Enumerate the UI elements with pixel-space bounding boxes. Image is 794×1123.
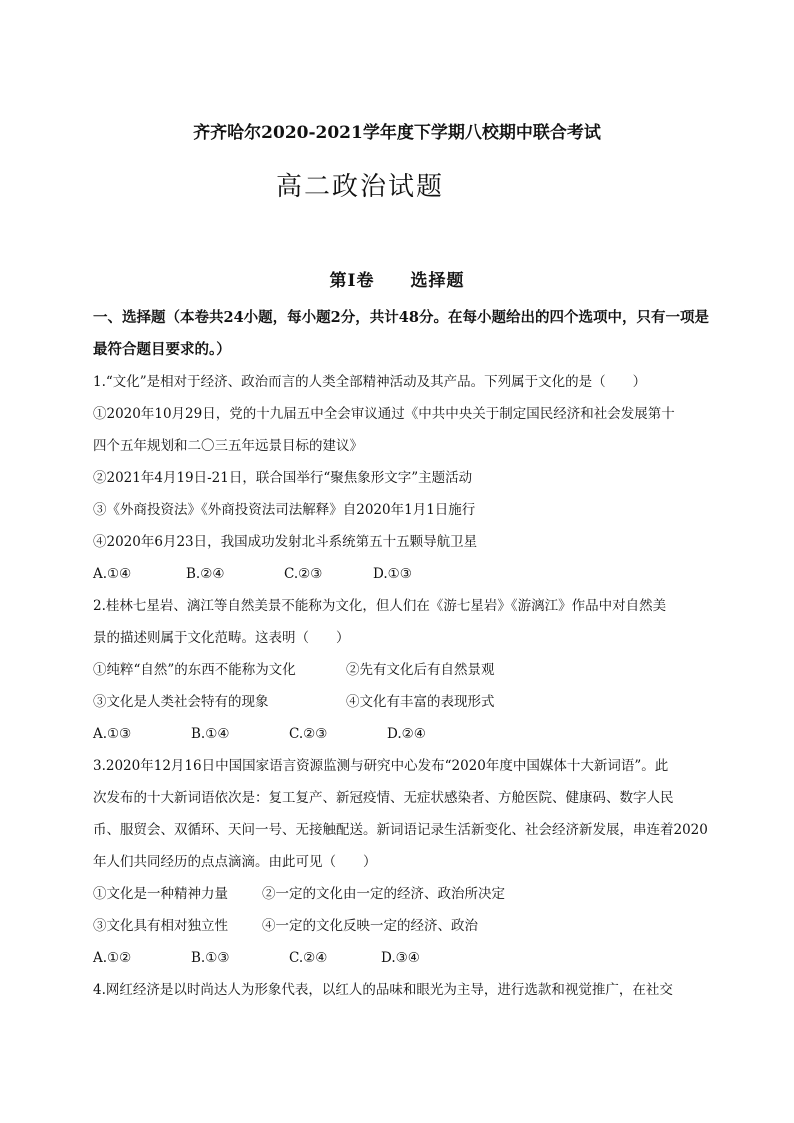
q1-stem: 1.“文化”是相对于经济、政治而言的人类全部精神活动及其产品。下列属于文化的是（ ） [93,374,647,390]
q1-option-a: A.①④ [93,566,132,582]
subject-title: 高二政治试题 [275,172,444,202]
q1-statement-3: ③《外商投资法》《外商投资法司法解释》自2020年1月1日施行 [93,502,476,518]
q2-option-a: A.①③ [93,726,132,742]
q3-option-d: D.③④ [381,950,420,966]
q2-stem-2: 景的描述则属于文化范畴。这表明（ ） [93,630,350,646]
q2-option-d: D.②④ [387,726,426,742]
q2-statement-4: ④文化有丰富的表现形式 [346,694,495,710]
section-title [0,266,794,291]
q3-option-b: B.①③ [191,950,230,966]
q2-option-c: C.②③ [289,726,328,742]
q2-statement-2: ②先有文化后有自然景观 [346,662,495,678]
q2-stem-1: 2.桂林七星岩、漓江等自然美景不能称为文化，但人们在《游七星岩》《游漓江》作品中对自然美 [93,598,667,614]
q3-option-c: C.②④ [289,950,328,966]
exam-title: 齐齐哈尔2020-2021学年度下学期八校期中联合考试 [193,123,601,143]
q1-option-b: B.②④ [186,566,225,582]
q3-option-a: A.①② [93,950,132,966]
q1-statement-1b: 四个五年规划和二〇三五年远景目标的建议》 [93,438,363,454]
q2-statement-1: ①纯粹“自然”的东西不能称为文化 [93,662,296,678]
section-part: 第Ⅰ卷 [329,271,375,291]
q3-stem-3: 币、服贸会、双循环、天问一号、无接触配送。新词语记录生活新变化、社会经济新发展，串连着2020 [93,822,708,838]
q1-statement-2: ②2021年4月19日-21日，联合国举行“聚焦象形文字”主题活动 [93,470,473,486]
q3-statement-2: ②一定的文化由一定的经济、政治所决定 [262,886,505,902]
q3-stem-4: 年人们共同经历的点点滴滴。由此可见（ ） [93,854,377,870]
q3-statement-1: ①文化是一种精神力量 [93,886,228,902]
instructions-line-2: 最符合题目要求的。） [93,341,231,358]
section-name: 选择题 [410,271,465,291]
q4-stem-1: 4.网红经济是以时尚达人为形象代表，以红人的品味和眼光为主导，进行选款和视觉推广，在社交 [93,982,673,998]
q3-stem-2: 次发布的十大新词语依次是：复工复产、新冠疫情、无症状感染者、方舱医院、健康码、数字人民 [93,790,674,806]
q1-option-c: C.②③ [284,566,323,582]
q1-option-d: D.①③ [373,566,412,582]
q2-option-b: B.①④ [191,726,230,742]
q3-stem-1: 3.2020年12月16日中国国家语言资源监测与研究中心发布“2020年度中国媒体十大新词语”。此 [93,758,669,774]
q1-statement-1a: ①2020年10月29日，党的十九届五中全会审议通过《中共中央关于制定国民经济和社会发展第十 [93,406,675,422]
q3-statement-3: ③文化具有相对独立性 [93,918,228,934]
q1-statement-4: ④2020年6月23日，我国成功发射北斗系统第五十五颗导航卫星 [93,534,478,550]
q2-statement-3: ③文化是人类社会特有的现象 [93,694,269,710]
instructions-line-1: 一、选择题（本卷共24小题，每小题2分，共计48分。在每小题给出的四个选项中，只有一项是 [93,309,709,326]
q3-statement-4: ④一定的文化反映一定的经济、政治 [262,918,478,934]
